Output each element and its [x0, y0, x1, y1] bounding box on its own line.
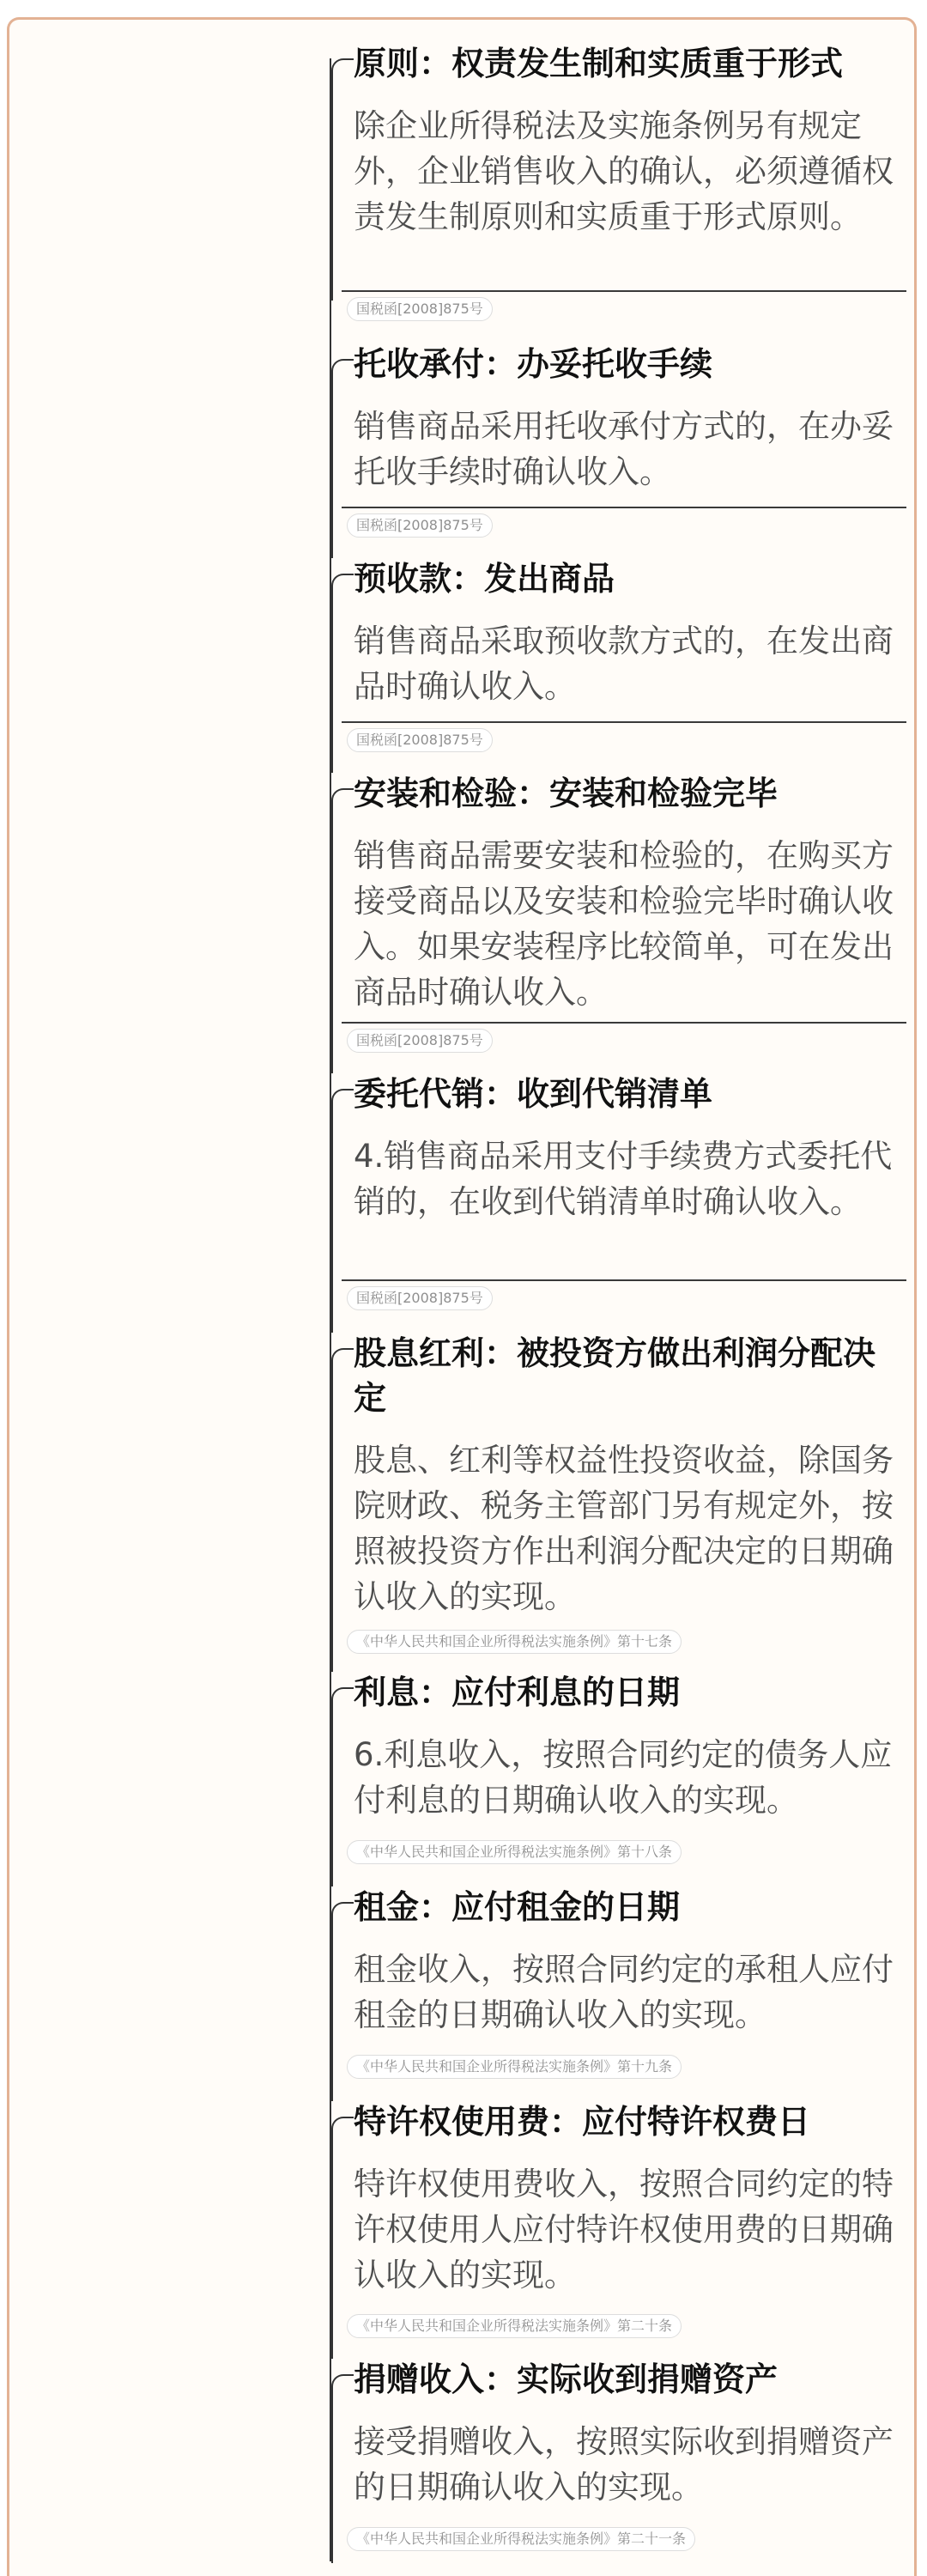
source-tag: 国税函[2008]875号	[347, 728, 493, 752]
node-title: 预收款：发出商品	[354, 560, 615, 598]
source-tag: 国税函[2008]875号	[347, 1029, 493, 1053]
mindmap-node[interactable]	[331, 1072, 908, 1331]
node-body: 6.利息收入，按照合同约定的债务人应付利息的日期确认收入的实现。	[354, 1736, 893, 1819]
mindmap-node[interactable]	[331, 1885, 908, 2099]
node-separator	[342, 721, 906, 723]
mindmap-node[interactable]	[331, 771, 908, 1072]
node-body: 销售商品采用托收承付方式的，在办妥托收手续时确认收入。	[354, 408, 894, 490]
node-body: 除企业所得税法及实施条例另有规定外，企业销售收入的确认，必须遵循权责发生制原则和实质重于形式原则。	[354, 107, 894, 235]
branch-connector	[331, 788, 354, 1073]
node-separator	[342, 1279, 906, 1281]
branch-connector	[331, 58, 354, 301]
mindmap-node[interactable]	[331, 556, 908, 771]
node-body: 4.销售商品采用支付手续费方式委托代销的，在收到代销清单时确认收入。	[354, 1138, 893, 1220]
node-separator	[342, 507, 906, 508]
node-title: 托收承付：办妥托收手续	[354, 345, 713, 383]
node-title: 股息红利：被投资方做出利润分配决定	[354, 1334, 876, 1417]
mindmap-node[interactable]	[331, 41, 908, 317]
node-title: 委托代销：收到代销清单	[354, 1075, 713, 1113]
node-title: 利息：应付利息的日期	[354, 1674, 681, 1711]
node-separator	[342, 1022, 906, 1024]
node-separator	[342, 290, 906, 292]
node-body: 股息、红利等权益性投资收益，除国务院财政、税务主管部门另有规定外，按照被投资方作出利润分配决定的日期确认收入的实现。	[354, 1442, 894, 1615]
node-body: 销售商品需要安装和检验的，在购买方接受商品以及安装和检验完毕时确认收入。如果安装程序比较简单，可在发出商品时确认收入。	[354, 837, 894, 1011]
node-body: 特许权使用费收入，按照合同约定的特许权使用人应付特许权使用费的日期确认收入的实现。	[354, 2166, 894, 2293]
node-title: 捐赠收入：实际收到捐赠资产	[354, 2360, 779, 2398]
node-title: 原则：权责发生制和实质重于形式	[354, 45, 844, 82]
source-tag: 国税函[2008]875号	[347, 297, 493, 321]
node-title: 特许权使用费：应付特许权费日	[354, 2103, 811, 2141]
source-tag: 《中华人民共和国企业所得税法实施条例》第十七条	[347, 1630, 682, 1654]
mindmap-node[interactable]	[331, 1331, 908, 1670]
node-body: 租金收入，按照合同约定的承租人应付租金的日期确认收入的实现。	[354, 1951, 894, 2033]
source-tag: 《中华人民共和国企业所得税法实施条例》第二十一条	[347, 2527, 695, 2551]
node-body: 销售商品采取预收款方式的，在发出商品时确认收入。	[354, 623, 894, 705]
source-tag: 《中华人民共和国企业所得税法实施条例》第十九条	[347, 2055, 682, 2079]
source-tag: 国税函[2008]875号	[347, 1286, 493, 1310]
mindmap-node[interactable]	[331, 2099, 908, 2357]
mindmap-node[interactable]	[331, 1670, 908, 1885]
node-title: 租金：应付租金的日期	[354, 1888, 681, 1926]
node-title: 安装和检验：安装和检验完毕	[354, 775, 779, 812]
node-body: 接受捐赠收入，按照实际收到捐赠资产的日期确认收入的实现。	[354, 2423, 894, 2506]
mindmap-node[interactable]	[331, 342, 908, 556]
mindmap-node[interactable]	[331, 2357, 908, 2561]
source-tag: 《中华人民共和国企业所得税法实施条例》第十八条	[347, 1840, 682, 1864]
source-tag: 国税函[2008]875号	[347, 513, 493, 538]
branch-connector	[331, 1348, 354, 1672]
source-tag: 《中华人民共和国企业所得税法实施条例》第二十条	[347, 2314, 682, 2338]
